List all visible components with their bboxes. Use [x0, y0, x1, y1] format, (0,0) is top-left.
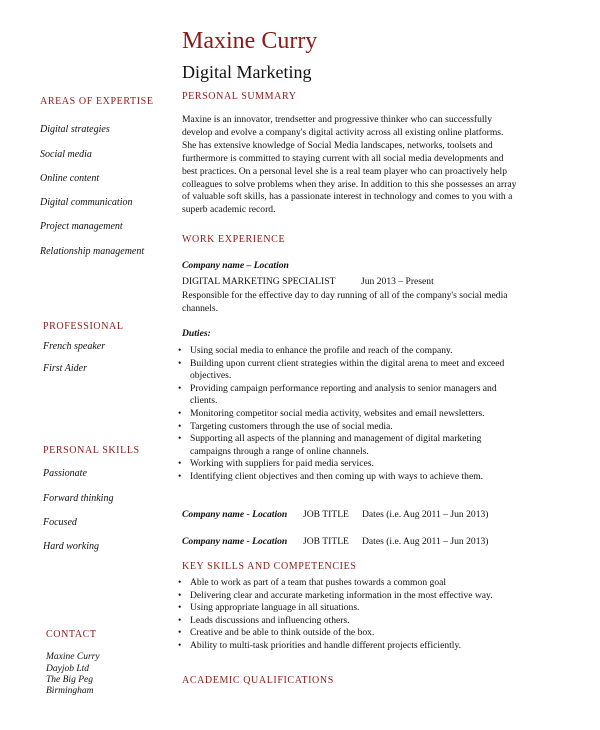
duty-item — [178, 471, 588, 484]
duty-item — [178, 383, 588, 408]
job-dates: Jun 2013 – Present — [361, 276, 434, 287]
summary-line: best practices. On a personal level she is a real team player who can proactively help — [182, 165, 507, 177]
summary-line: superb academic record. — [182, 204, 276, 216]
duty-item — [178, 345, 588, 358]
expertise-item: Social media — [40, 149, 92, 160]
duty-line: clients. — [190, 395, 218, 407]
job-description — [182, 290, 592, 316]
duty-line: • Targeting customers through the use of social media. — [190, 420, 393, 432]
summary-line: She has extensive knowledge of Social Media landscapes, networks, toolsets and — [182, 139, 493, 151]
academic-heading: ACADEMIC QUALIFICATIONS — [182, 675, 334, 686]
duty-line: objectives. — [190, 370, 232, 382]
duty-line: • Identifying client objectives and then coming up with ways to achieve them. — [190, 470, 484, 482]
skills-item: Hard working — [43, 541, 100, 552]
job-title: JOB TITLE — [303, 509, 349, 520]
expertise-heading: AREAS OF EXPERTISE — [40, 96, 154, 107]
job-title: JOB TITLE — [303, 536, 349, 547]
professional-item: French speaker — [43, 341, 106, 352]
skills-item: Forward thinking — [43, 493, 114, 504]
job-position: DIGITAL MARKETING SPECIALIST — [182, 276, 336, 287]
contact-heading: CONTACT — [46, 629, 97, 640]
key-skill-item: • Using appropriate language in all situations. — [178, 602, 588, 615]
key-skill-item: • Creative and be able to think outside of the box. — [178, 627, 588, 640]
summary-line: of valuable soft skills, has a passionate interest in technology and comes to you with a — [182, 191, 513, 203]
skills-item: Passionate — [43, 468, 87, 479]
summary-line: develop and evolve a company's digital activity across all existing online platforms. — [182, 126, 504, 138]
candidate-name: Maxine Curry — [182, 28, 318, 54]
duties-list — [178, 345, 588, 484]
expertise-item: Online content — [40, 173, 100, 184]
key-skill-item: • Able to work as part of a team that pushes towards a common goal — [178, 577, 588, 590]
job-dates: Dates (i.e. Aug 2011 – Jun 2013) — [362, 536, 489, 547]
expertise-item: Project management — [40, 221, 123, 232]
job-description-line: channels. — [182, 302, 218, 314]
duty-item — [178, 421, 588, 434]
key-skill-item: • Delivering clear and accurate marketing information in the most effective way. — [178, 590, 588, 603]
job-dates: Dates (i.e. Aug 2011 – Jun 2013) — [362, 509, 489, 520]
key-skills-heading: KEY SKILLS AND COMPETENCIES — [182, 561, 357, 572]
duty-item — [178, 358, 588, 383]
summary-heading: PERSONAL SUMMARY — [182, 91, 297, 102]
job-company: Company name - Location — [182, 536, 288, 547]
expertise-item: Digital communication — [40, 197, 133, 208]
contact-line: The Big Peg — [46, 675, 93, 685]
duty-line: • Using social media to enhance the profile and reach of the company. — [190, 345, 453, 356]
key-skill-item: • Ability to multi-task priorities and handle different projects efficiently. — [178, 640, 588, 653]
duty-line: • Supporting all aspects of the planning and management of digital marketing — [190, 433, 482, 445]
summary-line: furthermore is committed to staying current with all social media developments and — [182, 152, 504, 164]
summary-line: Maxine is an innovator, trendsetter and progressive thinker who can successfully — [182, 114, 492, 125]
duty-item — [178, 458, 588, 471]
summary-text — [182, 114, 592, 217]
duty-line: • Building upon current client strategies within the digital arena to meet and exceed — [190, 357, 505, 369]
candidate-role: Digital Marketing — [182, 62, 312, 82]
professional-heading: PROFESSIONAL — [43, 321, 124, 332]
contact-line: Maxine Curry — [46, 652, 100, 662]
job-description-line: Responsible for the effective day to day running of all of the company's social media — [182, 290, 508, 301]
key-skill-item: • Leads discussions and influencing others. — [178, 615, 588, 628]
job-company: Company name - Location — [182, 509, 288, 520]
duty-line: • Monitoring competitor social media activity, websites and email newsletters. — [190, 407, 485, 419]
expertise-item: Relationship management — [40, 246, 145, 257]
key-skills-list — [178, 577, 588, 653]
experience-heading: WORK EXPERIENCE — [182, 234, 286, 245]
duty-line: • Working with suppliers for paid media services. — [190, 458, 374, 470]
duty-item — [178, 408, 588, 421]
skills-heading: PERSONAL SKILLS — [43, 445, 140, 456]
professional-item: First Aider — [43, 363, 87, 374]
contact-line: Dayjob Ltd — [46, 664, 90, 674]
summary-line: colleagues to solve problems when they arise. In addition to this she possesses an array — [182, 178, 517, 190]
duties-label: Duties: — [182, 328, 211, 339]
duty-item — [178, 433, 588, 458]
skills-item: Focused — [43, 517, 77, 528]
expertise-item: Digital strategies — [40, 124, 110, 135]
contact-line: Birmingham — [46, 686, 94, 696]
job-company: Company name – Location — [182, 260, 289, 271]
duty-line: campaigns through a range of online channels. — [190, 445, 369, 457]
duty-line: • Providing campaign performance reporting and analysis to senior managers and — [190, 382, 497, 394]
